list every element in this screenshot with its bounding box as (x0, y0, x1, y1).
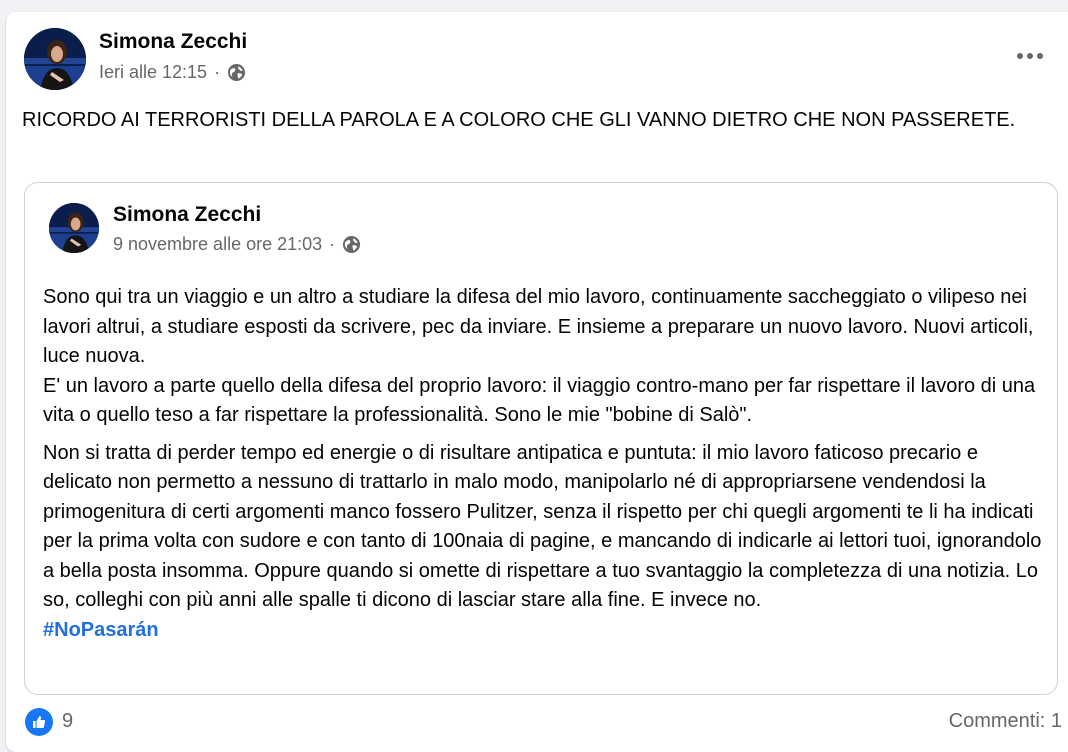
shared-paragraph-1: Sono qui tra un viaggio e un altro a studiare la difesa del mio lavoro, continuamente saccheggiato o vilipeso nei lavori altrui, a studiare esposti da scrivere, pec da inviare. E insieme a preparare un nuovo lavoro. Nuovi articoli, luce nuova. (43, 286, 1034, 367)
globe-icon[interactable] (342, 235, 361, 254)
shared-paragraph-3: Non si tratta di perder tempo ed energie o di risultare antipatica e puntuta: il mio lavoro faticoso precario e delicato non permetto a nessuno di trattarlo in malo modo, manipolarlo né di appropriarsene vendendosi la primogenitura di certi argomenti manco fossero Pulitzer, senza il rispetto per chi quegli argomenti te li ha indicati per la prima volta con sudore e con tanto di 100naia di pagine, e mancando di indicarle ai lettori tuoi, ignorandolo a bella posta insomma. Oppure quando si omette di rispettare a tuo svantaggio la completezza di una notizia. Lo so, colleghi con più anni alle spalle ti dicono di lasciar stare alla fine. E invece no. (43, 441, 1042, 611)
meta-separator: · (329, 234, 336, 254)
shared-timestamp[interactable]: 9 novembre alle ore 21:03 (113, 234, 323, 254)
shared-paragraph-2: E' un lavoro a parte quello della difesa del proprio lavoro: il viaggio contro-mano per far rispettare il lavoro di una vita o quello teso a far rispettare la professionalità. Sono le mie "bobine di Salò". (43, 374, 1036, 426)
post-author-name[interactable]: Simona Zecchi (99, 30, 248, 53)
post-timestamp[interactable]: Ieri alle 12:15 (99, 62, 208, 82)
more-dot (1017, 53, 1023, 59)
shared-post-body (43, 283, 1043, 653)
shared-paragraph (43, 283, 1043, 431)
like-icon[interactable] (25, 708, 53, 736)
shared-paragraph (43, 439, 1043, 646)
post-meta (99, 62, 246, 83)
hashtag-link[interactable]: #NoPasarán (43, 618, 159, 641)
more-dot (1027, 53, 1033, 59)
post-card (6, 12, 1068, 752)
globe-icon[interactable] (227, 63, 246, 82)
shared-author-name[interactable]: Simona Zecchi (113, 203, 262, 226)
shared-avatar[interactable] (49, 203, 99, 253)
avatar-image (49, 203, 99, 253)
like-count[interactable]: 9 (62, 710, 74, 732)
shared-post[interactable] (24, 182, 1058, 695)
shared-post-meta (113, 234, 361, 255)
avatar[interactable] (24, 28, 86, 90)
post-text: RICORDO AI TERRORISTI DELLA PAROLA E A COLORO CHE GLI VANNO DIETRO CHE NON PASSERETE. (22, 109, 1016, 131)
avatar-image (24, 28, 86, 90)
meta-separator: · (214, 62, 221, 82)
comments-count[interactable]: Commenti: 1 (948, 710, 1062, 732)
more-options-button[interactable] (1010, 42, 1050, 70)
more-dot (1037, 53, 1043, 59)
